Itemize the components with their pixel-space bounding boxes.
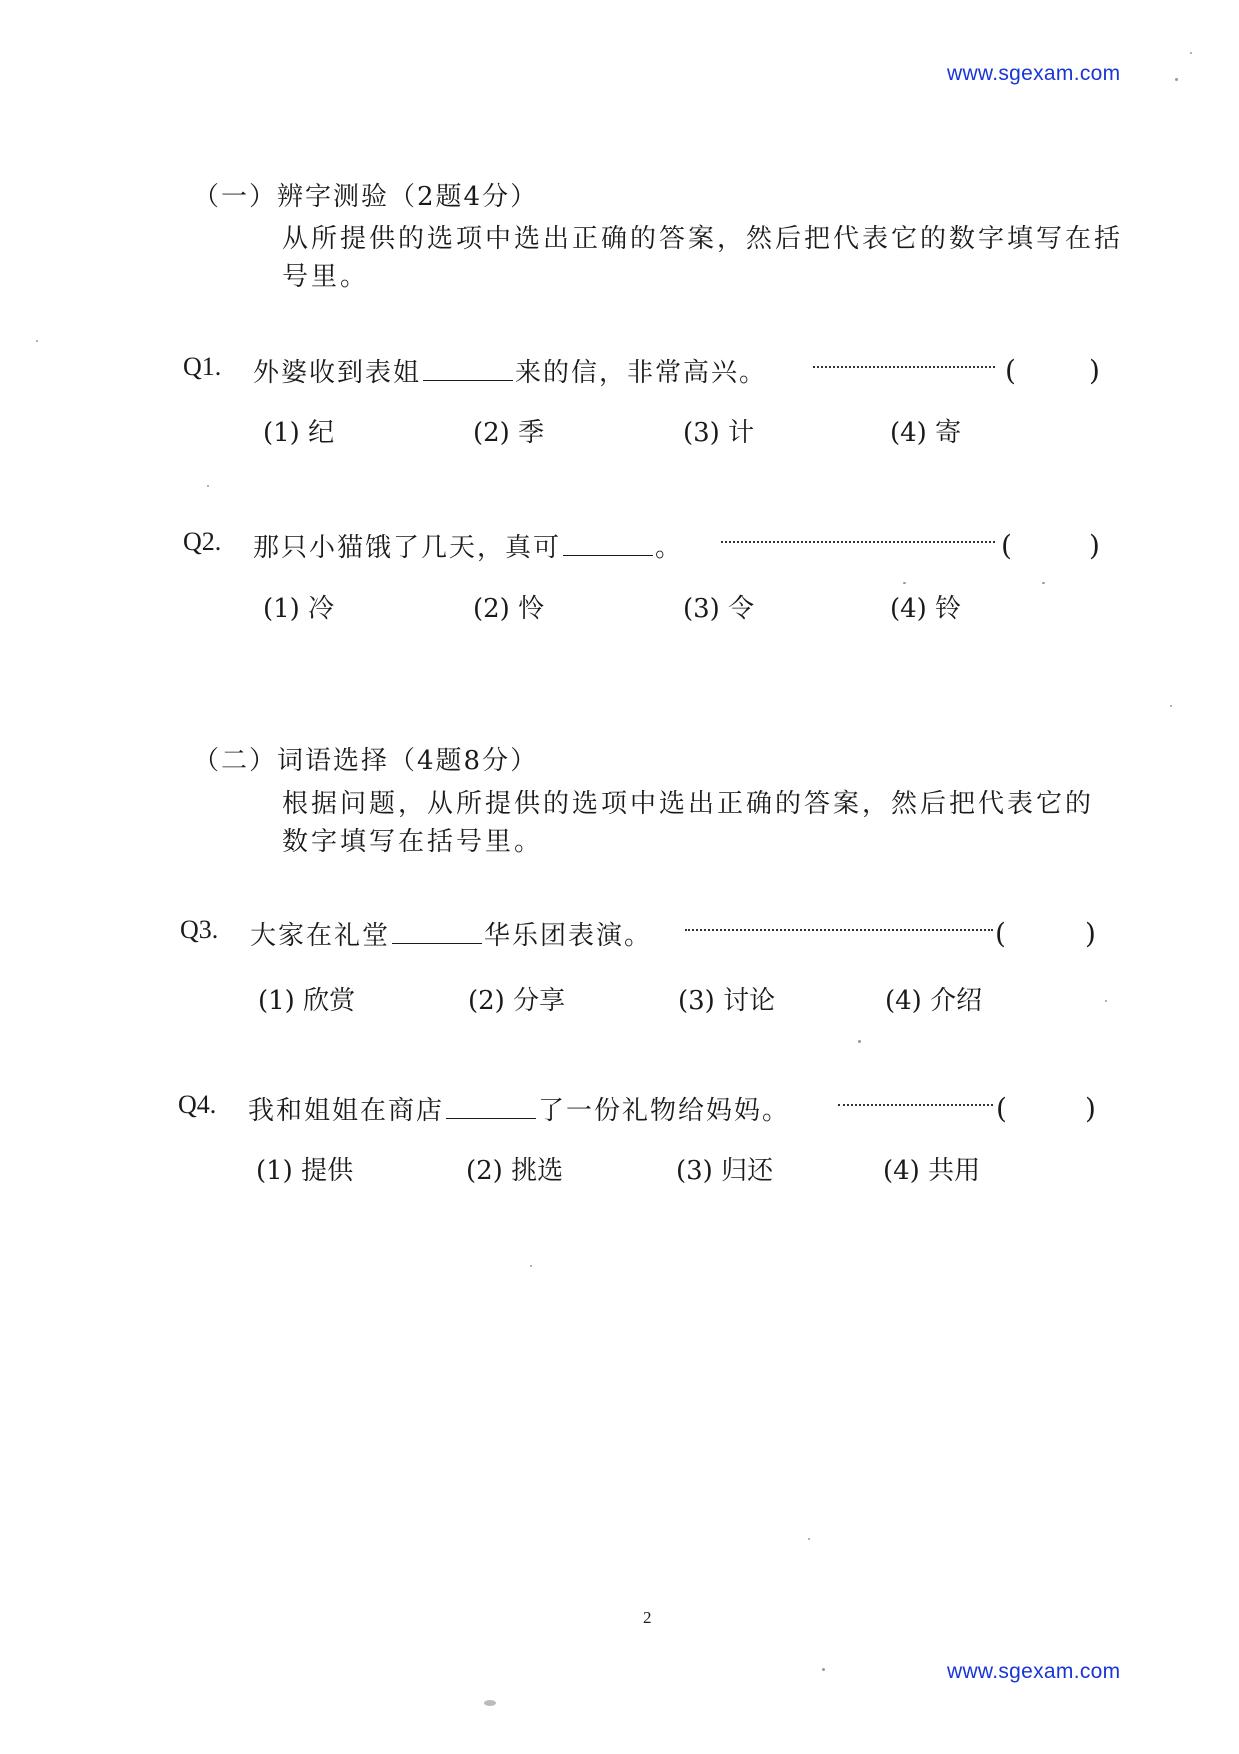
scan-speck <box>1042 582 1045 584</box>
answer-blank <box>392 919 482 944</box>
answer-paren-open: ( <box>996 1092 1007 1125</box>
watermark-top: www.sgexam.com <box>947 62 1121 85</box>
option-1: (1) 提供 <box>256 1156 354 1186</box>
options-q2 <box>263 588 1023 628</box>
scan-speck <box>1190 52 1192 54</box>
option-4: (4) 铃 <box>890 594 962 624</box>
question-q4 <box>178 1090 1098 1130</box>
option-4: (4) 寄 <box>890 418 962 448</box>
answer-paren-open: ( <box>1005 354 1016 387</box>
section-instructions: 从所提供的选项中选出正确的答案，然后把代表它的数字填写在括号里。 <box>282 224 1124 292</box>
answer-paren-close: ) <box>1085 1092 1096 1125</box>
question-text-after: 华乐团表演。 <box>484 921 653 951</box>
question-q1 <box>183 352 1103 392</box>
question-text-after: 了一份礼物给妈妈。 <box>538 1096 791 1126</box>
option-1: (1) 冷 <box>263 594 335 624</box>
answer-blank <box>563 531 653 556</box>
question-text-after: 来的信，非常高兴。 <box>515 358 768 388</box>
scan-speck <box>808 1538 810 1540</box>
question-number: Q1. <box>183 352 222 381</box>
option-3: (3) 计 <box>683 418 755 448</box>
section-title: （一）辨字测验（2题4分） <box>193 182 539 212</box>
question-text <box>248 1090 790 1127</box>
leader-dots <box>721 541 995 543</box>
question-number: Q4. <box>178 1090 217 1119</box>
question-text <box>253 527 683 564</box>
option-4: (4) 介绍 <box>885 986 983 1016</box>
page-number: 2 <box>643 1608 652 1627</box>
watermark-bottom: www.sgexam.com <box>947 1660 1121 1683</box>
options-q4 <box>256 1150 1016 1190</box>
leader-dots <box>838 1104 993 1106</box>
question-text-after: 。 <box>655 533 684 563</box>
answer-blank <box>446 1094 536 1119</box>
scan-speck <box>1175 78 1178 81</box>
scan-speck <box>822 1668 825 1671</box>
question-q3 <box>180 915 1100 955</box>
answer-blank <box>423 356 513 381</box>
question-number: Q2. <box>183 527 222 556</box>
options-q3 <box>258 980 1018 1020</box>
option-1: (1) 欣赏 <box>258 986 356 1016</box>
question-text-before: 外婆收到表姐 <box>253 358 422 388</box>
question-text-before: 大家在礼堂 <box>250 921 391 951</box>
question-text-before: 我和姐姐在商店 <box>248 1096 445 1126</box>
question-text <box>253 352 767 389</box>
scan-speck <box>858 1040 861 1043</box>
scan-speck <box>903 582 906 584</box>
scan-speck <box>1170 705 1172 707</box>
scan-speck <box>530 1265 532 1267</box>
question-q2 <box>183 527 1103 567</box>
scan-speck <box>1105 1000 1107 1002</box>
answer-paren-open: ( <box>995 917 1006 950</box>
leader-dots <box>685 929 993 931</box>
answer-paren-open: ( <box>1001 529 1012 562</box>
question-text-before: 那只小猫饿了几天，真可 <box>253 533 562 563</box>
option-2: (2) 季 <box>473 418 545 448</box>
option-3: (3) 归还 <box>676 1156 774 1186</box>
scan-speck <box>207 485 209 487</box>
option-3: (3) 令 <box>683 594 755 624</box>
section-instructions: 根据问题，从所提供的选项中选出正确的答案，然后把代表它的数字填写在括号里。 <box>282 789 1095 857</box>
option-4: (4) 共用 <box>883 1156 981 1186</box>
scan-speck <box>484 1700 496 1706</box>
answer-paren-close: ) <box>1089 529 1100 562</box>
option-1: (1) 纪 <box>263 418 335 448</box>
leader-dots <box>813 366 995 368</box>
options-q1 <box>263 412 1023 452</box>
option-2: (2) 怜 <box>473 594 545 624</box>
answer-paren-close: ) <box>1089 354 1100 387</box>
question-text <box>250 915 652 952</box>
answer-paren-close: ) <box>1085 917 1096 950</box>
option-2: (2) 分享 <box>468 986 566 1016</box>
question-number: Q3. <box>180 915 219 944</box>
option-3: (3) 讨论 <box>678 986 776 1016</box>
scan-speck <box>36 340 38 342</box>
section-title: （二）词语选择（4题8分） <box>193 746 539 776</box>
option-2: (2) 挑选 <box>466 1156 564 1186</box>
